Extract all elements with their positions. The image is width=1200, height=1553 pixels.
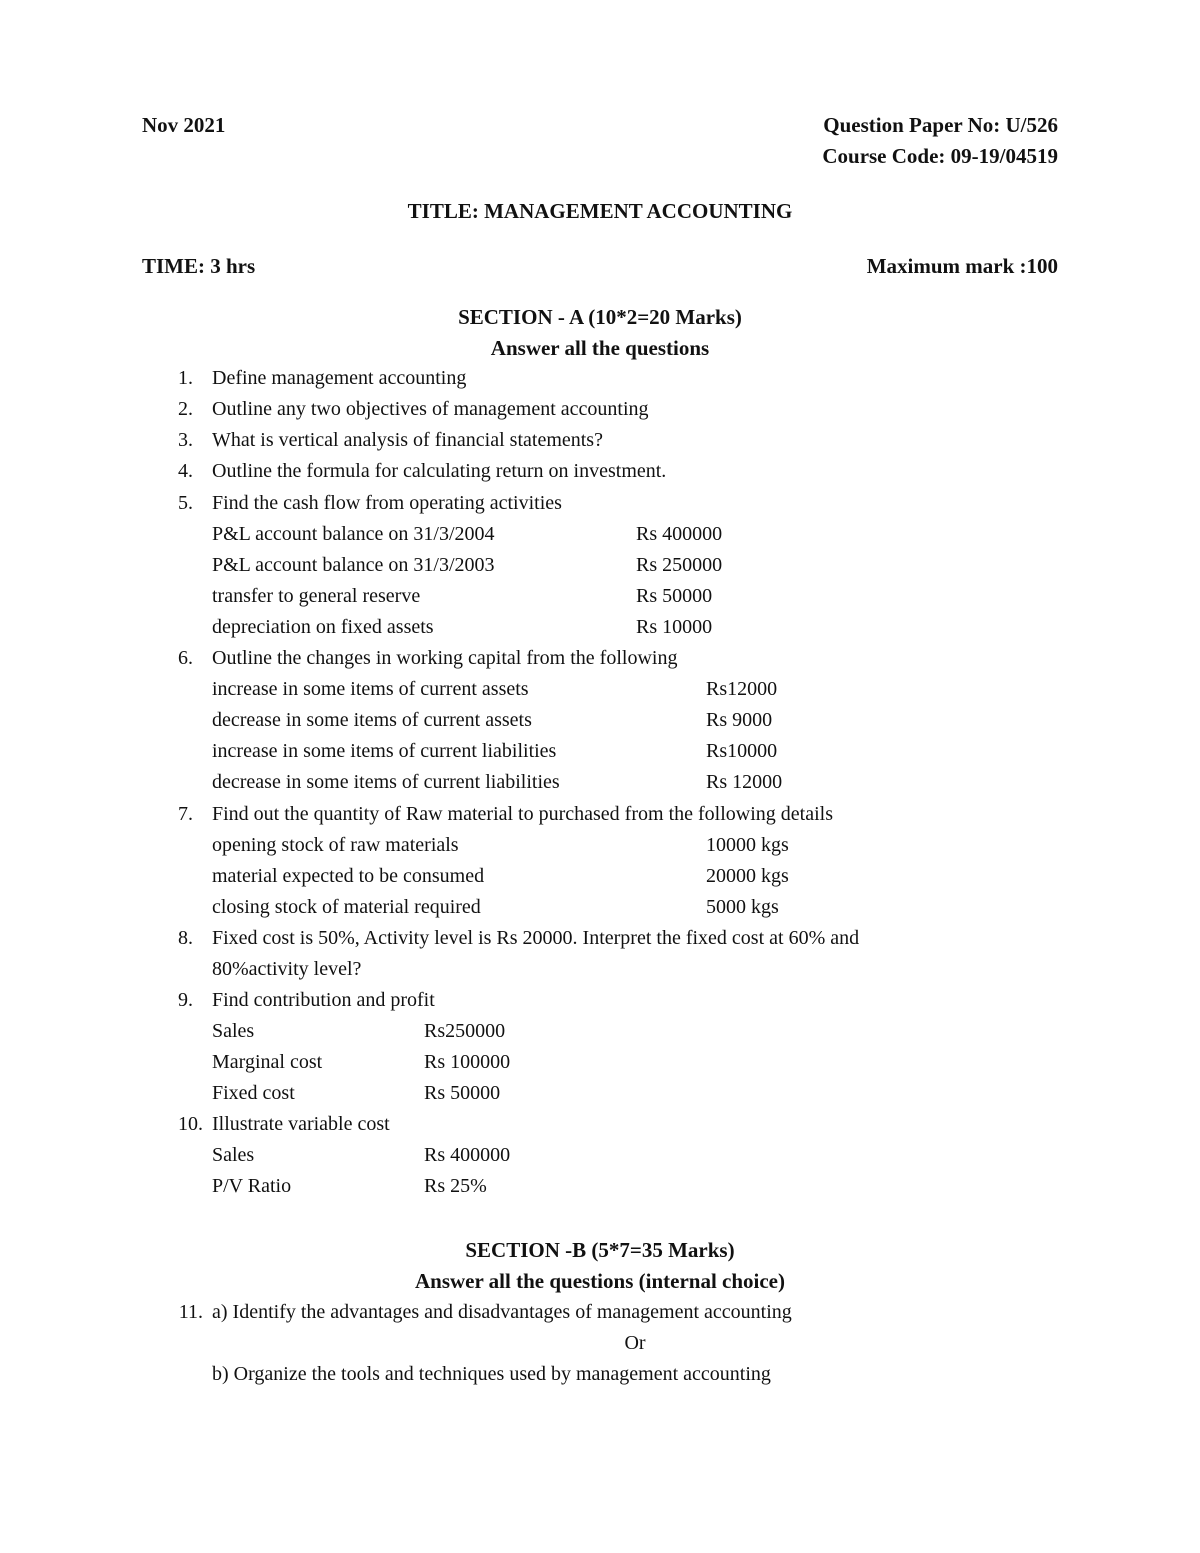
question-text: Outline any two objectives of management accounting xyxy=(212,398,649,420)
section-b-instruction: Answer all the questions (internal choice) xyxy=(414,1269,785,1293)
question-number: 8. xyxy=(178,927,193,949)
data-label: decrease in some items of current assets xyxy=(212,709,532,731)
data-value: Rs10000 xyxy=(706,740,778,762)
data-value: 10000 kgs xyxy=(706,834,789,856)
question-number: 1. xyxy=(178,367,193,389)
data-label: P/V Ratio xyxy=(212,1175,292,1197)
data-label: increase in some items of current liabilities xyxy=(212,740,557,762)
data-label: Marginal cost xyxy=(212,1051,323,1073)
section-a-instruction: Answer all the questions xyxy=(490,336,710,360)
exam-time: TIME: 3 hrs xyxy=(142,254,256,278)
data-value: Rs 400000 xyxy=(424,1144,511,1166)
question-option-a: a) Identify the advantages and disadvantages of management accounting xyxy=(212,1301,792,1323)
data-value: Rs 9000 xyxy=(706,709,773,731)
data-label: material expected to be consumed xyxy=(212,865,485,887)
question-number: 3. xyxy=(178,429,193,451)
question-text: Illustrate variable cost xyxy=(212,1113,390,1135)
question-number: 2. xyxy=(178,398,193,420)
data-value: Rs250000 xyxy=(424,1020,506,1042)
data-label: P&L account balance on 31/3/2004 xyxy=(212,523,495,545)
question-number: 4. xyxy=(178,460,193,482)
data-label: Sales xyxy=(212,1144,255,1166)
data-label: P&L account balance on 31/3/2003 xyxy=(212,554,495,576)
question-text: Define management accounting xyxy=(212,367,467,389)
question-text: Outline the changes in working capital from the following xyxy=(212,647,678,669)
question-text: Find out the quantity of Raw material to purchased from the following details xyxy=(212,803,833,825)
data-value: Rs 50000 xyxy=(424,1082,501,1104)
data-value: Rs 400000 xyxy=(636,523,723,545)
data-label: closing stock of material required xyxy=(212,896,481,918)
maximum-mark: Maximum mark :100 xyxy=(866,254,1058,278)
section-b-heading: SECTION -B (5*7=35 Marks) xyxy=(465,1238,735,1262)
question-number: 6. xyxy=(178,647,193,669)
data-value: Rs 250000 xyxy=(636,554,723,576)
question-number: 5. xyxy=(178,492,193,514)
question-text: Fixed cost is 50%, Activity level is Rs 20000. Interpret the fixed cost at 60% and xyxy=(212,927,860,949)
question-paper-number: Question Paper No: U/526 xyxy=(823,113,1058,137)
question-or-separator: Or xyxy=(624,1332,646,1354)
data-value: Rs 10000 xyxy=(636,616,713,638)
question-text: Find contribution and profit xyxy=(212,989,435,1011)
question-text: Outline the formula for calculating return on investment. xyxy=(212,460,667,482)
question-text-continued: 80%activity level? xyxy=(212,958,362,980)
data-label: Sales xyxy=(212,1020,255,1042)
course-code: Course Code: 09-19/04519 xyxy=(822,144,1058,168)
data-label: depreciation on fixed assets xyxy=(212,616,434,638)
question-number: 10. xyxy=(178,1113,203,1135)
data-value: Rs 100000 xyxy=(424,1051,511,1073)
question-option-b: b) Organize the tools and techniques used by management accounting xyxy=(212,1363,771,1385)
question-text: What is vertical analysis of financial statements? xyxy=(212,429,603,451)
data-label: opening stock of raw materials xyxy=(212,834,459,856)
data-label: decrease in some items of current liabilities xyxy=(212,771,560,793)
data-value: 20000 kgs xyxy=(706,865,789,887)
question-number: 9. xyxy=(178,989,193,1011)
section-a-heading: SECTION - A (10*2=20 Marks) xyxy=(458,305,742,329)
data-value: Rs 50000 xyxy=(636,585,713,607)
data-value: Rs 25% xyxy=(424,1175,487,1197)
paper-title: TITLE: MANAGEMENT ACCOUNTING xyxy=(407,199,793,223)
data-label: Fixed cost xyxy=(212,1082,295,1104)
question-number: 7. xyxy=(178,803,193,825)
data-value: Rs 12000 xyxy=(706,771,783,793)
data-label: transfer to general reserve xyxy=(212,585,421,607)
data-label: increase in some items of current assets xyxy=(212,678,529,700)
question-number: 11. xyxy=(178,1301,203,1323)
data-value: 5000 kgs xyxy=(706,896,779,918)
data-value: Rs12000 xyxy=(706,678,778,700)
question-text: Find the cash flow from operating activities xyxy=(212,492,562,514)
exam-date: Nov 2021 xyxy=(142,113,226,137)
